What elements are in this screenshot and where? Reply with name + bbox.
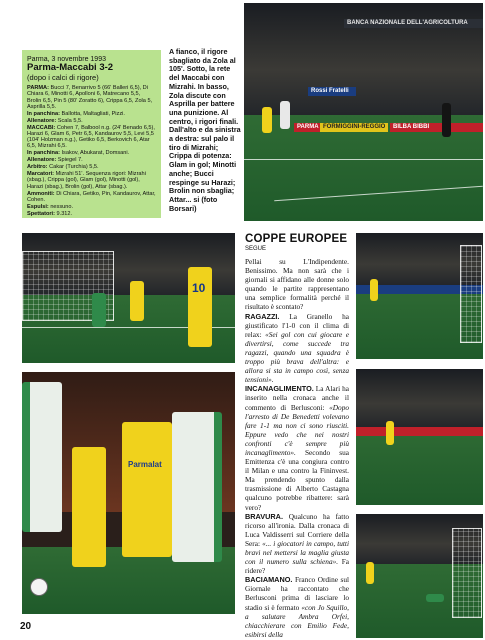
article-paragraph xyxy=(245,384,349,511)
box-paragraph-text: Bucci 7, Benarrivo 5 (66' Balleri 6,5), Di Chiara 6, Minotti 6, Apolloni 6, Matrecano 5,5, Brolin 6,5, Pin 5 (80' Zoratto 6), Crippa 6,5, Zola 5, Asprilla 5,5. xyxy=(27,85,153,110)
photo-caption: A fianco, il rigore sbagliato da Zola al 105'. Sotto, la rete del Maccabi con Mizrahi. In basso, Zola discute con Asprilla per battere una punizione. Al centro, i rigori finali. Dall'alto e da sinistra a destra: sul palo il tiro di Mizrahi; Crippa di potenza: Glam in gol; Minotti anche; Bucci respinge su Harazi; Brolin non sbaglia; Attar... si (foto Borsari) xyxy=(169,47,241,213)
box-paragraph-text: Mizrahi 51'. Sequenza rigori: Mizrahi (sbag.), Crippa (gol), Glam (gol), Minotti (gol), Harazi (sbag.), Brolin (gol), Attar (sbag.). xyxy=(27,171,146,190)
match-subtitle: (dopo i calci di rigore) xyxy=(27,73,99,82)
box-paragraph-label: Allenatore: xyxy=(27,117,57,124)
player-figure xyxy=(442,103,451,137)
article-paragraph xyxy=(245,312,349,385)
box-paragraph-text: Spiegel 7. xyxy=(56,157,83,164)
box-paragraph xyxy=(27,150,156,156)
box-paragraph xyxy=(27,85,156,110)
goal-net xyxy=(452,528,482,618)
ball-icon xyxy=(30,578,48,596)
box-paragraph-label: In panchina: xyxy=(27,150,60,157)
match-report-box xyxy=(22,50,161,218)
box-paragraph xyxy=(27,211,156,217)
maccabi-player-figure xyxy=(22,382,62,532)
article-paragraph xyxy=(245,257,349,312)
box-paragraph-text: Scala 5,5. xyxy=(56,117,83,124)
body-text: Pellai su L'Indipendente. Benissimo. Ma non sarà che i giornali si affidano alle donne solo quando le partite rappresentano una semplice formalità perché il risultato è scontato? xyxy=(245,257,349,312)
player-figure xyxy=(188,267,212,347)
zola-figure xyxy=(72,447,106,567)
paragraph-heading: INCANAGLIMENTO. xyxy=(245,384,314,394)
photo-maccabi-goal xyxy=(22,233,235,363)
goal-net xyxy=(460,245,482,343)
page-number: 20 xyxy=(20,621,32,632)
body-text: Franco Ordine sul Giornale ha raccontato che Berlusconi prima di lasciare lo stadio si è fermato xyxy=(245,575,349,612)
section-subtitle: SEGUE xyxy=(245,246,267,252)
box-paragraph-label: Marcatori: xyxy=(27,171,55,178)
match-title: Parma-Maccabi 3-2 xyxy=(27,62,114,73)
paragraph-heading: BRAVURA. xyxy=(245,511,283,521)
box-paragraph xyxy=(27,125,156,150)
box-paragraph-label: Espulsi: xyxy=(27,203,49,210)
body-text: La Alari ha inserito nella cronaca anche il commento di Berlusconi: xyxy=(245,384,349,412)
body-text: Secondo sua Emittenza c'è una congiura contro il Milan e una contro la Fininvest. Ma prendendo spunto dalla trasmissione di Alberto Castagna qualcuno potrebbe ribattere: sarà vero? xyxy=(245,447,349,512)
box-paragraph xyxy=(27,164,156,170)
stadium-banner: BANCA NAZIONALE DELL'AGRICOLTURA xyxy=(344,19,483,28)
article-body xyxy=(245,257,349,639)
box-paragraph-label: Allenatore: xyxy=(27,157,57,164)
box-paragraph-text: Ballotta, Maltagliati, Pizzi. xyxy=(59,110,125,117)
paragraph-heading: BACIAMANO. xyxy=(245,575,293,585)
photo-zola-asprilla xyxy=(22,372,235,614)
body-text: Qualcuno ha fatto ricorso all'ironia. Dalla cronaca di Luca Valdisserri sul Corriere della Sera: xyxy=(245,511,349,548)
photo-penalty-3 xyxy=(356,514,483,638)
box-paragraph-text: Cohen 7, Balbool n.g. (24' Benado 6,5), Harazi 6, Glam 6, Petr 6,5, Kandaurov 5,5, Levi 5,5 (104' Holzman n.g.), Getiko 6,5, Berkovich 6, Atar 6,5, Mizrahi 6,5. xyxy=(27,124,155,150)
box-paragraph xyxy=(27,191,156,204)
body-text: La Granello ha giustificato l'1-0 con il clima di relax: xyxy=(245,311,349,339)
photo-zola-penalty xyxy=(244,3,483,221)
box-paragraph-text: Isakov, Abukarat, Domsani. xyxy=(59,150,130,157)
maccabi-player-figure xyxy=(172,412,222,562)
article-paragraph xyxy=(245,575,349,639)
box-paragraph xyxy=(27,157,156,163)
box-paragraph-label: Spettatori: xyxy=(27,210,55,217)
sponsor-sign: Rossi Fratelli xyxy=(308,87,356,96)
photo-penalty-1 xyxy=(356,233,483,359)
asprilla-figure xyxy=(122,422,172,557)
box-paragraph-label: Arbitro: xyxy=(27,164,48,171)
goalkeeper-figure xyxy=(426,594,444,602)
article-paragraph xyxy=(245,512,349,576)
player-figure xyxy=(366,562,374,584)
box-paragraph xyxy=(27,111,156,117)
player-figure xyxy=(280,101,290,129)
photo-penalty-2 xyxy=(356,369,483,505)
goalkeeper-figure xyxy=(262,107,272,133)
box-paragraph-label: In panchina: xyxy=(27,110,60,117)
ad-board-formiggini: FORMIGGINI-REGGIO xyxy=(320,123,388,132)
box-paragraph-text: nessuno. xyxy=(48,203,74,210)
box-paragraph xyxy=(27,171,156,190)
box-paragraph-text: Cakar (Turchia) 5,5. xyxy=(47,164,99,171)
box-paragraph xyxy=(27,118,156,124)
box-paragraph-label: Ammoniti: xyxy=(27,190,55,197)
quote-text: «con Jo Squillo, a salutare Ambra Orfei, chiacchierare con Emilio Fede, esibirsi della xyxy=(245,602,349,639)
box-paragraph-label: PARMA: xyxy=(27,85,49,91)
goalkeeper-figure xyxy=(92,293,106,327)
box-paragraph-text: 9.312. xyxy=(54,210,73,217)
box-paragraph-label: MACCABI: xyxy=(27,124,56,131)
quote-text: «Dopo l'arresto di De Benedetti volevano fare 1-1 ma non ci sono riusciti. Eppure vedo che nei nostri confronti c'è sempre più incanaglimento». xyxy=(245,402,349,457)
box-paragraphs xyxy=(27,85,156,217)
shirt-sponsor: Parmalat xyxy=(128,460,162,469)
player-figure xyxy=(370,279,378,301)
player-figure xyxy=(386,421,394,445)
box-paragraph-text: Di Chiara, Getiko, Pin, Kandaurov, Attar, Cohen. xyxy=(27,190,156,203)
quote-text: «Sei gol con cui giocare e divertirsi, come succede tra ragazzi, quando una squadra è troppo più brava dell'altra: e allora si sta in campo così, senza tensioni». xyxy=(245,329,349,385)
quote-text: «... i giocatori in campo, tutti bravi nel mettersi la maglia giusta con il numero sulla schiena». xyxy=(245,538,349,567)
ad-board-parma: PARMA xyxy=(294,123,320,132)
player-figure xyxy=(130,281,144,321)
section-title: COPPE EUROPEE xyxy=(245,233,348,245)
shirt-number: 10 xyxy=(192,281,206,295)
paragraph-heading: RAGAZZI. xyxy=(245,311,280,321)
ad-board-bilba: BILBA BIBBI xyxy=(390,123,483,132)
body-text: Fa ridere? xyxy=(245,557,349,576)
box-paragraph xyxy=(27,204,156,210)
match-date: Parma, 3 novembre 1993 xyxy=(27,56,106,63)
